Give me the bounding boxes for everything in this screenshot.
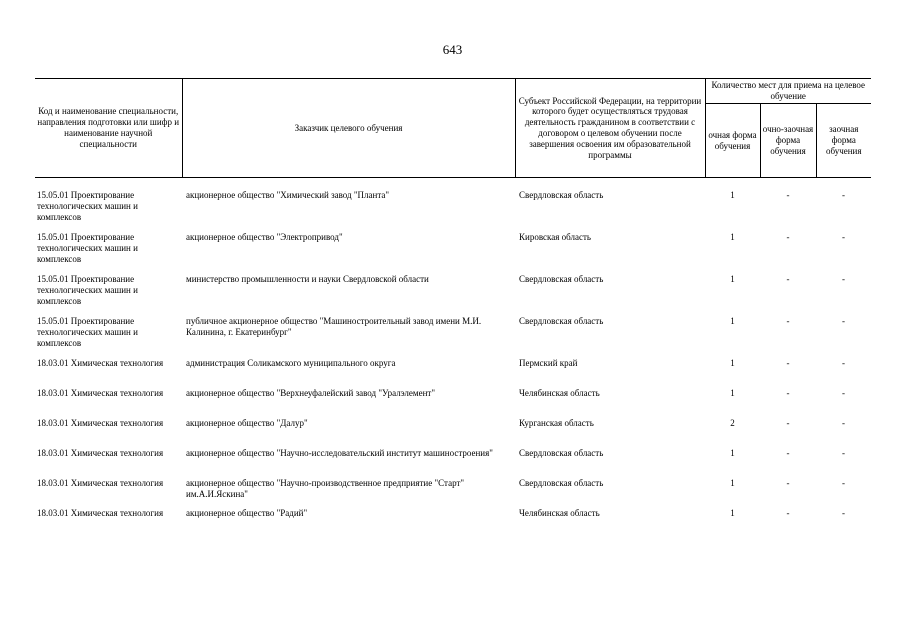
cell-fulltime: 1: [730, 388, 735, 398]
cell-parttime: -: [842, 358, 845, 368]
cell-code: 18.03.01 Химическая технология: [37, 478, 164, 488]
cell-region: Челябинская область: [519, 388, 600, 398]
cell-parttime: -: [842, 508, 845, 518]
header-mixed: очно-заочная форма обучения: [760, 104, 816, 178]
table-body: [35, 178, 871, 539]
cell-code: 18.03.01 Химическая технология: [37, 358, 164, 368]
cell-mixed: -: [786, 508, 790, 518]
cell-parttime: -: [842, 418, 845, 428]
cell-code: 15.05.01 Проектирование технологических машин и комплексов: [37, 274, 138, 306]
cell-customer: акционерное общество "Радий": [186, 508, 308, 518]
header-customer: Заказчик целевого обучения: [182, 79, 515, 178]
cell-parttime: -: [842, 274, 845, 284]
cell-region: Кировская область: [519, 232, 592, 242]
cell-region: Свердловская область: [519, 190, 604, 200]
cell-code: 15.05.01 Проектирование технологических машин и комплексов: [37, 232, 138, 264]
page-number: 643: [442, 42, 463, 57]
cell-code: 18.03.01 Химическая технология: [37, 418, 164, 428]
cell-region: Челябинская область: [519, 508, 600, 518]
cell-fulltime: 1: [730, 316, 735, 326]
table-row: [35, 190, 871, 232]
table-row: [35, 508, 871, 538]
cell-parttime: -: [842, 190, 845, 200]
cell-fulltime: 1: [730, 274, 735, 284]
header-fulltime: очная форма обучения: [705, 104, 760, 178]
cell-fulltime: 1: [730, 232, 735, 242]
header-code: Код и наименование специальности, направления подготовки или шифр и наименование научной специальности: [35, 79, 182, 178]
cell-code: 15.05.01 Проектирование технологических машин и комплексов: [37, 316, 138, 348]
cell-fulltime: 1: [730, 190, 735, 200]
cell-mixed: -: [786, 418, 790, 428]
cell-customer: акционерное общество "Научно-исследовательский институт машиностроения": [186, 448, 493, 458]
cell-customer: акционерное общество "Верхнеуфалейский завод "Уралэлемент": [186, 388, 435, 398]
cell-fulltime: 1: [730, 358, 735, 368]
cell-customer: публичное акционерное общество "Машиностроительный завод имени М.И. Калинина, г. Екатеринбург": [186, 316, 482, 337]
cell-customer: администрация Соликамского муниципального округа: [186, 358, 396, 368]
cell-mixed: -: [786, 448, 790, 458]
header-parttime: заочная форма обучения: [816, 104, 871, 178]
cell-parttime: -: [842, 388, 845, 398]
cell-code: 18.03.01 Химическая технология: [37, 388, 164, 398]
cell-customer: акционерное общество "Далур": [186, 418, 308, 428]
cell-mixed: -: [786, 274, 790, 284]
cell-code: 18.03.01 Химическая технология: [37, 448, 164, 458]
cell-code: 15.05.01 Проектирование технологических машин и комплексов: [37, 190, 138, 222]
cell-fulltime: 1: [730, 478, 735, 488]
cell-parttime: -: [842, 478, 845, 488]
cell-mixed: -: [786, 478, 790, 488]
cell-region: Свердловская область: [519, 448, 604, 458]
cell-customer: министерство промышленности и науки Свердловской области: [186, 274, 429, 284]
cell-mixed: -: [786, 190, 790, 200]
table-row: [35, 478, 871, 508]
table-row: [35, 274, 871, 316]
table-row: [35, 448, 871, 478]
table-row: [35, 232, 871, 274]
cell-fulltime: 2: [730, 418, 735, 428]
cell-region: Свердловская область: [519, 274, 604, 284]
cell-parttime: -: [842, 232, 845, 242]
cell-region: Свердловская область: [519, 316, 604, 326]
cell-parttime: -: [842, 316, 845, 326]
table-row: [35, 388, 871, 418]
cell-region: Свердловская область: [519, 478, 604, 488]
table-row: [35, 316, 871, 358]
cell-mixed: -: [786, 358, 790, 368]
cell-fulltime: 1: [730, 508, 735, 518]
targeted-training-table: [35, 78, 871, 538]
cell-customer: акционерное общество "Электропривод": [186, 232, 343, 242]
table-row: [35, 358, 871, 388]
cell-code: 18.03.01 Химическая технология: [37, 508, 164, 518]
cell-region: Курганская область: [519, 418, 594, 428]
cell-customer: акционерное общество "Научно-производственное предприятие "Старт" им.А.И.Яскина": [186, 478, 465, 499]
cell-mixed: -: [786, 232, 790, 242]
cell-parttime: -: [842, 448, 845, 458]
cell-customer: акционерное общество "Химический завод "Планта": [186, 190, 390, 200]
cell-fulltime: 1: [730, 448, 735, 458]
header-region: Субъект Российской Федерации, на территории которого будет осуществляться трудовая деятельность гражданином в соответствии с договором о целевом обучении после завершения освоения им образовательной программы: [515, 79, 705, 178]
table-row: [35, 418, 871, 448]
cell-mixed: -: [786, 316, 790, 326]
cell-mixed: -: [786, 388, 790, 398]
header-places: Количество мест для приема на целевое обучение: [705, 79, 871, 104]
cell-region: Пермский край: [519, 358, 578, 368]
